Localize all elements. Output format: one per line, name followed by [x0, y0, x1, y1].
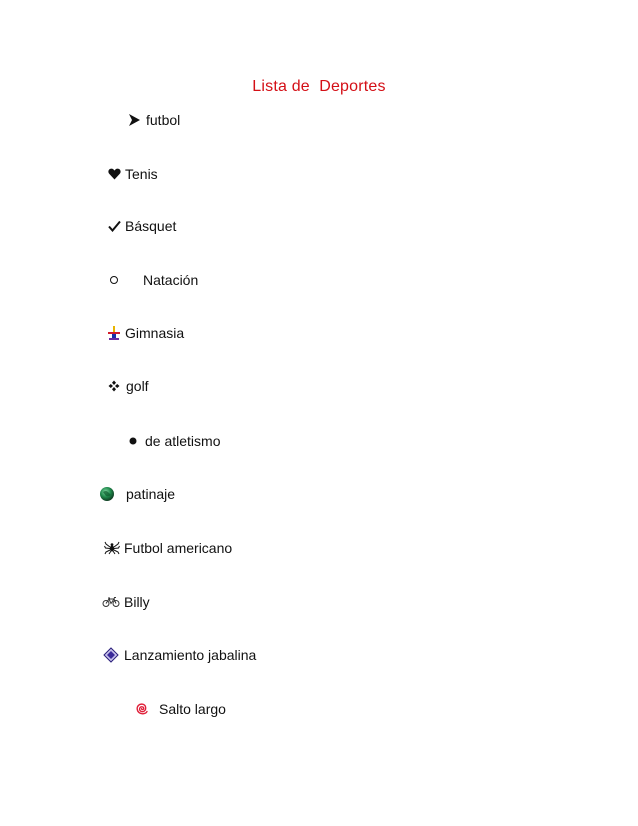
- list-item-billy: [102, 592, 150, 612]
- filled-dot-icon: [124, 432, 142, 450]
- list-item-label: Lanzamiento jabalina: [124, 647, 257, 663]
- list-item-futbol: [125, 110, 180, 130]
- globe-icon: [98, 485, 116, 503]
- list-item-gimnasia: [105, 323, 184, 343]
- heart-icon: [105, 165, 123, 183]
- list-item-lanzamiento-jabalina: [102, 645, 256, 665]
- list-item-label: Billy: [124, 594, 150, 610]
- bicycle-icon: [102, 593, 120, 611]
- list-item-basquet: [105, 216, 176, 236]
- list-item-label: Tenis: [125, 166, 158, 182]
- checkmark-icon: [105, 217, 123, 235]
- list-item-label: de atletismo: [145, 433, 221, 449]
- arrowhead-icon: [125, 111, 143, 129]
- list-item-label: patinaje: [126, 486, 176, 502]
- list-item-patinaje: [98, 484, 175, 504]
- list-item-salto-largo: [133, 699, 226, 719]
- list-item-label: Básquet: [125, 218, 177, 234]
- list-item-tenis: [105, 164, 158, 184]
- list-item-natacion: [105, 270, 198, 290]
- list-item-atletismo: [124, 431, 220, 451]
- list-item-label: Natación: [143, 272, 199, 288]
- list-item-label: futbol: [146, 112, 181, 128]
- list-item-label: golf: [126, 378, 149, 394]
- list-item-label: Futbol americano: [124, 540, 233, 556]
- hollow-circle-icon: [105, 271, 123, 289]
- purple-diamond-icon: [102, 646, 120, 664]
- four-diamond-icon: [105, 377, 123, 395]
- spider-icon: [103, 539, 121, 557]
- list-item-label: Salto largo: [159, 701, 226, 717]
- list-item-label: Gimnasia: [125, 325, 185, 341]
- list-item-futbol-americano: [103, 538, 232, 558]
- spiral-icon: [133, 700, 151, 718]
- colored-figure-icon: [105, 324, 123, 342]
- page-title: Lista de Deportes: [252, 78, 386, 95]
- list-item-golf: [105, 376, 149, 396]
